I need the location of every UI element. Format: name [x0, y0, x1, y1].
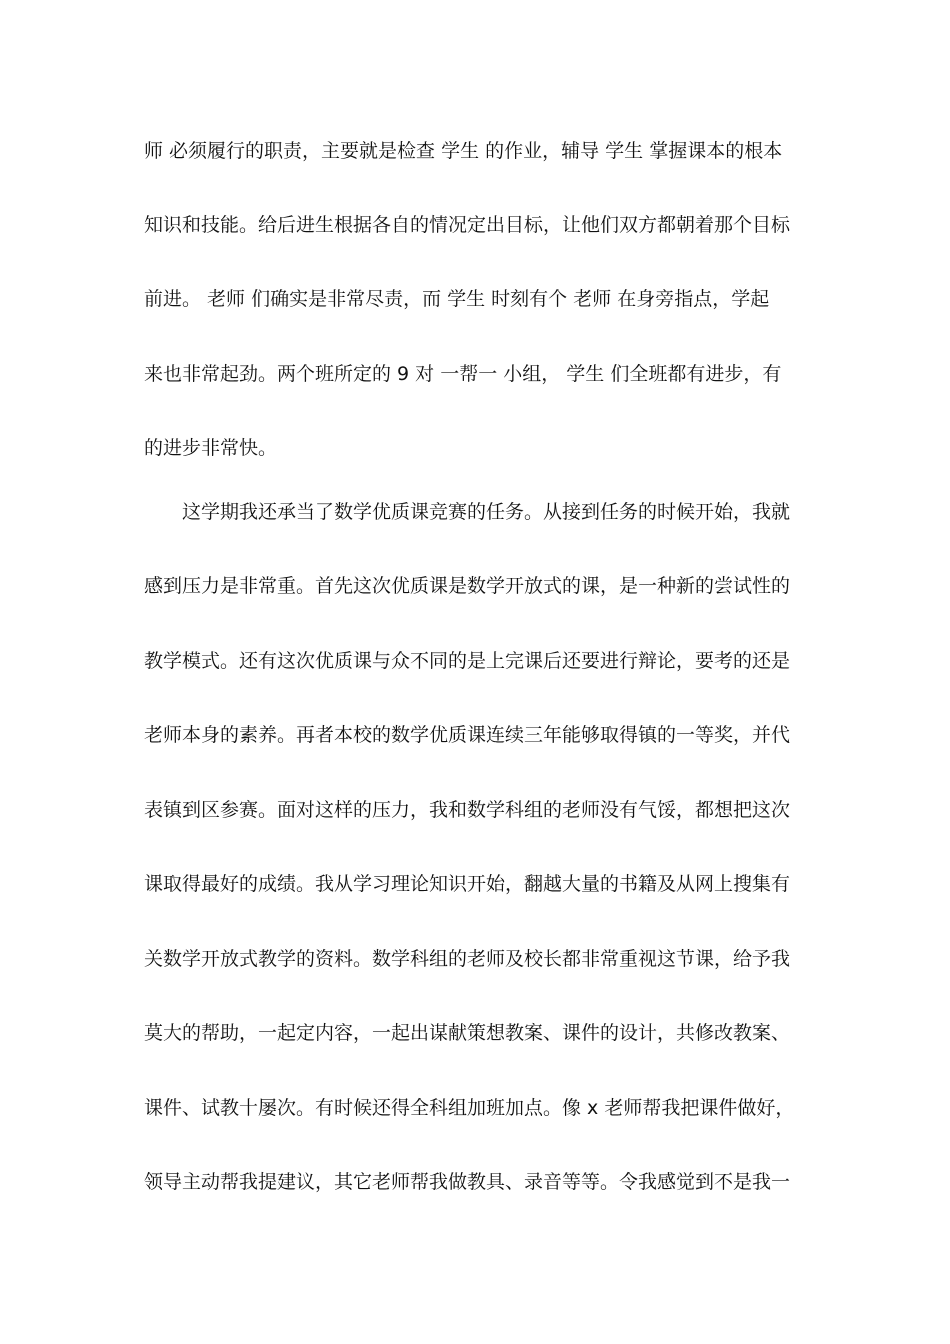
text-line-3: 前进。 老师 们确实是非常尽责，而 学生 时刻有个 老师 在身旁指点，学起: [144, 288, 770, 310]
text-line-15: 领导主动帮我提建议，其它老师帮我做教具、录音等等。令我感觉到不是我一: [144, 1171, 791, 1193]
text-line-11: 课取得最好的成绩。我从学习理论知识开始，翻越大量的书籍及从网上搜集有: [144, 873, 791, 895]
text-line-14: 课件、试教十屡次。有时候还得全科组加班加点。像 x 老师帮我把课件做好，: [144, 1097, 795, 1119]
text-line-6: 这学期我还承当了数学优质课竞赛的任务。从接到任务的时候开始，我就: [182, 501, 791, 523]
text-line-13: 莫大的帮助，一起定内容，一起出谋献策想教案、课件的设计，共修改教案、: [144, 1022, 791, 1044]
text-line-5: 的进步非常快。: [144, 437, 278, 459]
text-line-4: 来也非常起劲。两个班所定的 9 对 一帮一 小组， 学生 们全班都有进步，有: [144, 363, 782, 385]
text-line-1: 师 必须履行的职责，主要就是检查 学生 的作业，辅导 学生 掌握课本的根本: [144, 140, 783, 162]
text-line-9: 老师本身的素养。再者本校的数学优质课连续三年能够取得镇的一等奖，并代: [144, 724, 791, 746]
text-line-2: 知识和技能。给后进生根据各自的情况定出目标，让他们双方都朝着那个目标: [144, 214, 791, 236]
text-line-7: 感到压力是非常重。首先这次优质课是数学开放式的课，是一种新的尝试性的: [144, 575, 791, 597]
text-line-12: 关数学开放式教学的资料。数学科组的老师及校长都非常重视这节课，给予我: [144, 948, 791, 970]
text-line-10: 表镇到区参赛。面对这样的压力，我和数学科组的老师没有气馁，都想把这次: [144, 799, 791, 821]
text-line-8: 教学模式。还有这次优质课与众不同的是上完课后还要进行辩论，要考的还是: [144, 650, 791, 672]
